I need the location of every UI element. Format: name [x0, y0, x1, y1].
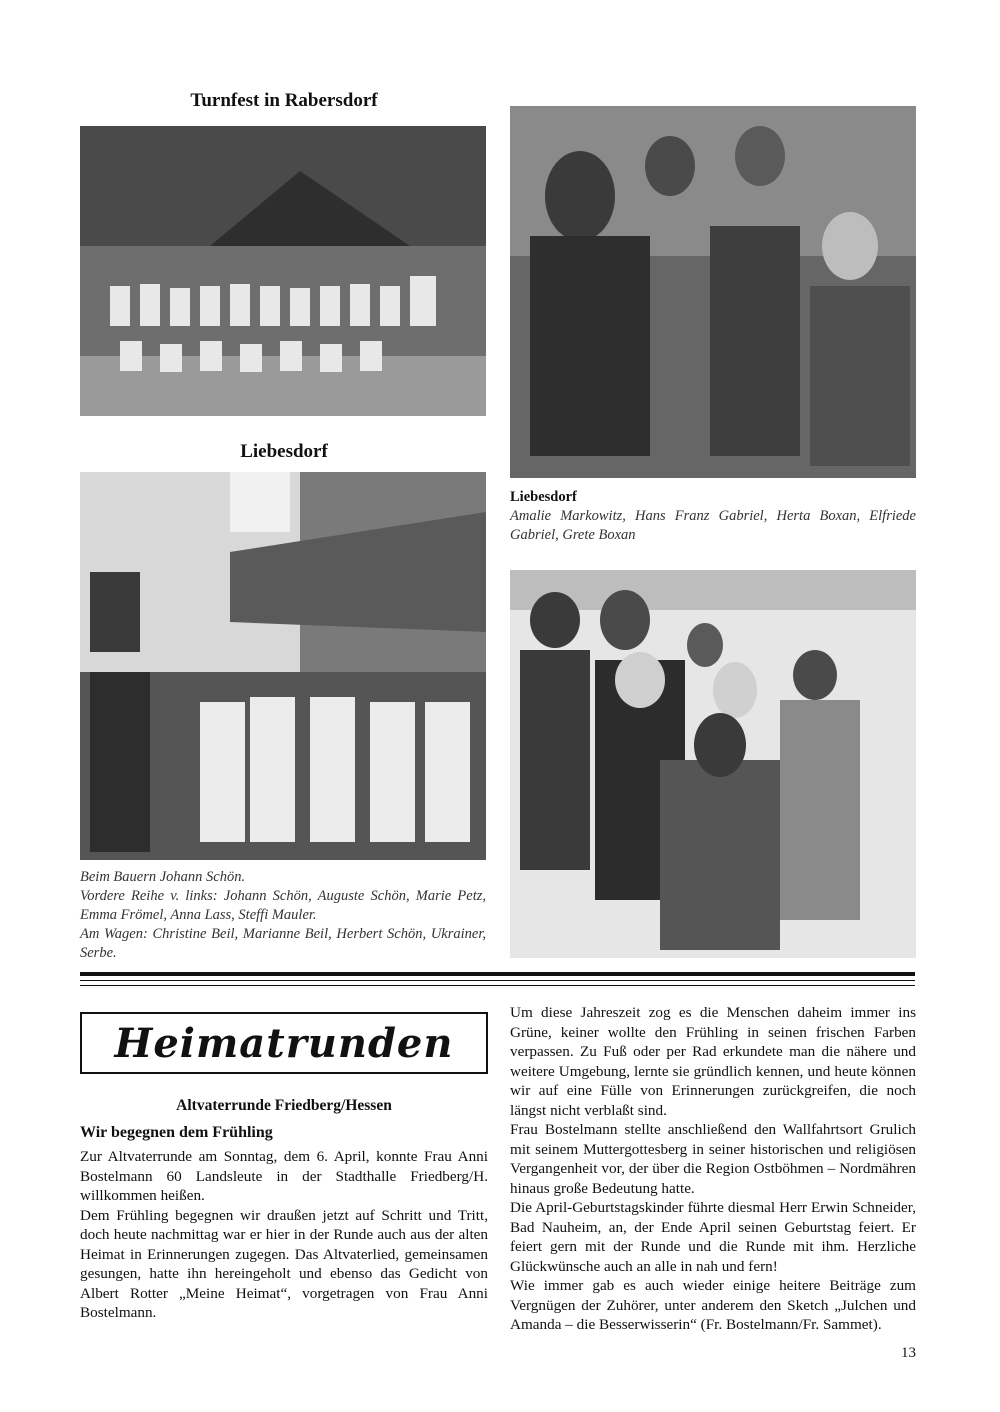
caption-names: Amalie Markowitz, Hans Franz Gabriel, Herta Boxan, Elfriede Gabriel, Grete Boxan	[510, 508, 916, 543]
section-rule	[80, 985, 915, 986]
photo-liebesdorf-farm	[80, 472, 486, 860]
caption-liebesdorf-farm	[80, 868, 486, 963]
caption-liebesdorf-family	[510, 488, 916, 545]
caption-line: Vordere Reihe v. links: Johann Schön, Auguste Schön, Marie Petz, Emma Frömel, Anna Lass, Steffi Mauler.	[80, 888, 486, 923]
section-rule	[80, 972, 915, 976]
page-number: 13	[901, 1345, 916, 1361]
article-title: Wir begegnen dem Frühling	[80, 1124, 273, 1141]
caption-title: Liebesdorf	[510, 489, 577, 505]
caption-line: Am Wagen: Christine Beil, Marianne Beil, Herbert Schön, Ukrainer, Serbe.	[80, 926, 486, 961]
photo-title-turnfest: Turnfest in Rabersdorf	[190, 90, 378, 111]
caption-line: Beim Bauern Johann Schön.	[80, 869, 246, 885]
photo-turnfest-group	[80, 126, 486, 416]
photo-title-liebesdorf: Liebesdorf	[240, 441, 328, 462]
banner-text: Heimatrunden	[114, 1019, 454, 1067]
photo-children-snow	[510, 570, 916, 958]
paragraph: Die April-Geburtstagskinder führte diesmal Herr Erwin Schneider, Bad Nauheim, an, der Ende April seinen Geburtstag feiert. Er feiert gern mit der Runde und die Runde mit ihm. Herzliche Glückwünsche auch an alle in nah und fern!	[510, 1199, 916, 1275]
paragraph: Zur Altvaterrunde am Sonntag, dem 6. April, konnte Frau Anni Bostelmann 60 Landsleute in der Stadthalle Friedberg/H. willkommen heißen.	[80, 1148, 488, 1204]
section-rule	[80, 980, 915, 981]
article-right-column	[510, 1003, 916, 1335]
article-left-column	[80, 1147, 488, 1323]
group-title: Altvaterrunde Friedberg/Hessen	[176, 1097, 392, 1114]
paragraph: Um diese Jahreszeit zog es die Menschen daheim immer ins Grüne, keiner wollte den Frühling in seinen frischen Farben verpassen. Zu Fuß oder per Rad erkundete man die nähere und weitere Umgebung, lernte sie gründlich kennen, und heute können wir auf eine Fülle von Erinnerungen zurückgreifen, die noch längst nicht verblaßt sind.	[510, 1004, 916, 1119]
paragraph: Wie immer gab es auch wieder einige heitere Beiträge zum Vergnügen der Zuhörer, unter anderem den Sketch „Julchen und Amanda – die Besserwisserin“ (Fr. Bostelmann/Fr. Sammet).	[510, 1277, 916, 1333]
photo-liebesdorf-family	[510, 106, 916, 478]
heimatrunden-banner	[80, 1012, 488, 1074]
paragraph: Dem Frühling begegnen wir draußen jetzt auf Schritt und Tritt, doch heute nachmittag war er hier in der Runde auch aus der alten Heimat in Erinnerungen zugegen. Das Altvaterlied, gemeinsamen gesungen, hatte ihn hereingeholt und ebenso das Gedicht von Albert Rotter „Meine Heimat“, vorgetragen von Frau Anni Bostelmann.	[80, 1206, 488, 1321]
paragraph: Frau Bostelmann stellte anschließend den Wallfahrtsort Grulich mit seinem Muttergottesberg in seiner historischen und religiösen Vergangenheit vor, der über die Region Ostböhmen – Nordmähren hinaus große Bedeutung hatte.	[510, 1121, 916, 1197]
